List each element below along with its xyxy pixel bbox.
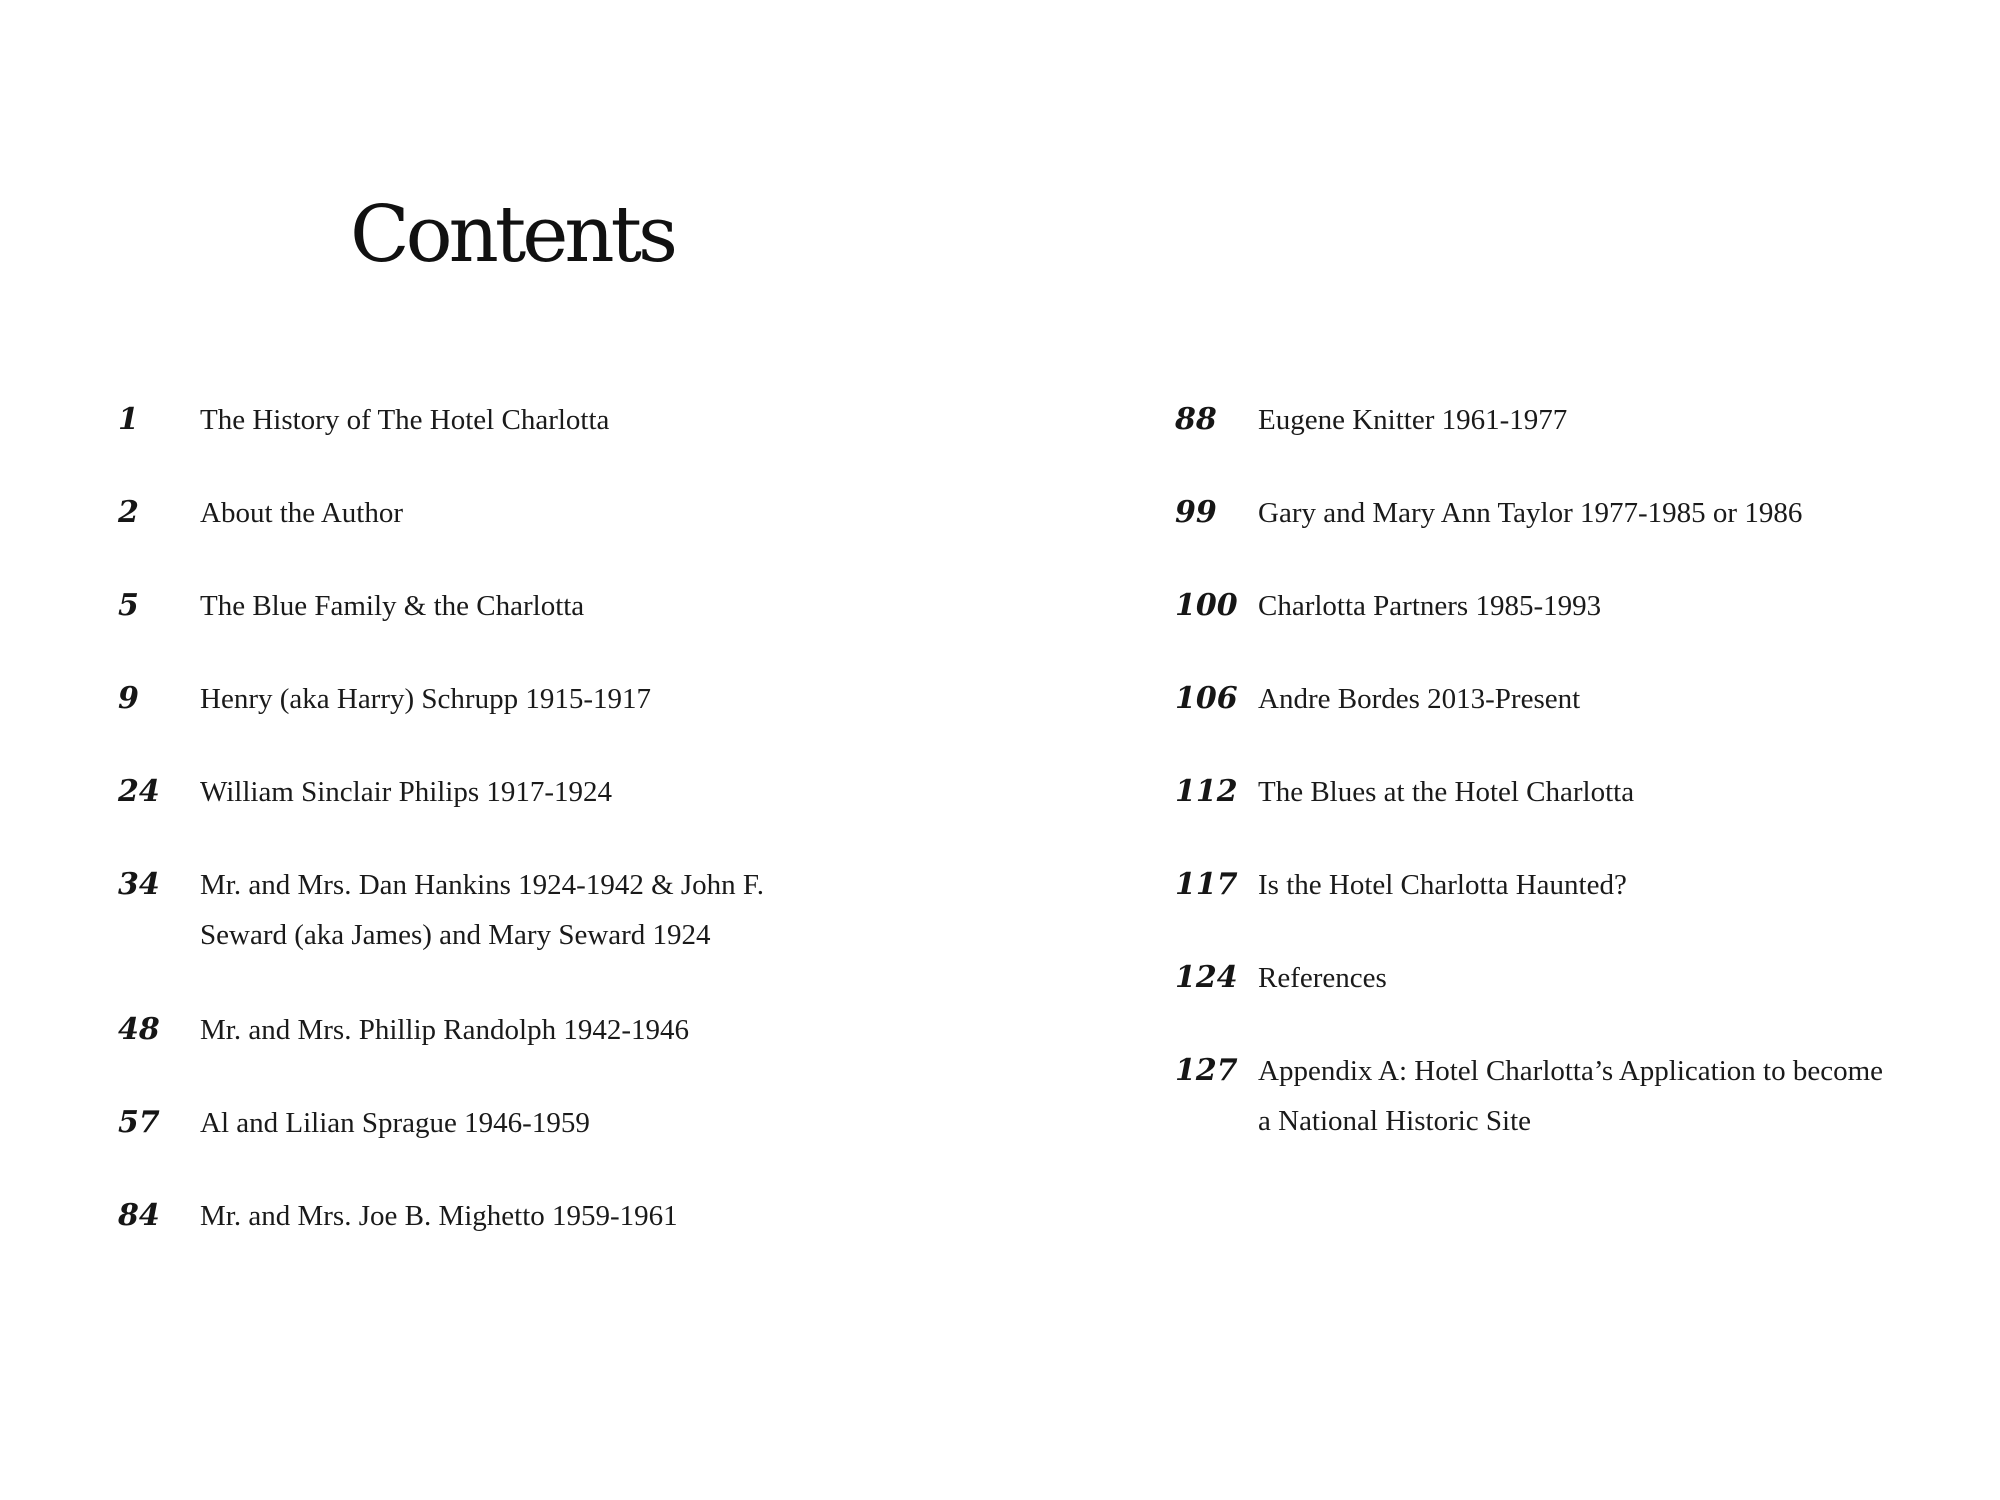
page-title: Contents: [350, 190, 674, 280]
toc-entry: [118, 402, 818, 495]
toc-entry-line: Gary and Mary Ann Taylor 1977-1985 or 1986: [1258, 497, 1803, 529]
toc-entry-title: [200, 395, 609, 445]
toc-entry-line: Andre Bordes 2013-Present: [1258, 683, 1581, 715]
toc-entry-title: [200, 581, 584, 631]
toc-page-number: 124: [1175, 960, 1238, 995]
toc-entry-line: Eugene Knitter 1961-1977: [1258, 404, 1568, 436]
toc-entry-line: Henry (aka Harry) Schrupp 1915-1917: [200, 683, 651, 715]
toc-entry: [118, 1105, 818, 1198]
toc-entry-line: Is the Hotel Charlotta Haunted?: [1258, 869, 1627, 901]
toc-page-number: 100: [1175, 588, 1238, 623]
toc-entry: [1175, 495, 1955, 588]
toc-entry: [118, 774, 818, 867]
toc-page-number: 34: [118, 867, 160, 902]
toc-page-number: 57: [118, 1105, 160, 1140]
toc-entry: [118, 588, 818, 681]
toc-entry-title: [1258, 395, 1567, 445]
toc-page-number: 9: [118, 681, 139, 716]
toc-entry-line: About the Author: [200, 497, 403, 529]
toc-entry-title: [200, 488, 403, 538]
toc-page-number: 1: [118, 402, 139, 437]
toc-page-number: 84: [118, 1198, 160, 1233]
toc-page-number: 48: [118, 1012, 160, 1047]
toc-page-number: 88: [1175, 402, 1217, 437]
toc-entry-line: Charlotta Partners 1985-1993: [1258, 590, 1602, 622]
toc-entry-line: References: [1258, 962, 1387, 994]
toc-entry-title: [1258, 1046, 1883, 1146]
toc-entry-line: Mr. and Mrs. Joe B. Mighetto 1959-1961: [200, 1200, 678, 1232]
toc-entry-line: The Blue Family & the Charlotta: [200, 590, 585, 622]
toc-entry-title: [1258, 953, 1387, 1003]
toc-entry: [1175, 867, 1955, 960]
toc-entry-line: The History of The Hotel Charlotta: [200, 404, 610, 436]
toc-entry-line: Al and Lilian Sprague 1946-1959: [200, 1107, 590, 1139]
toc-entry: [118, 681, 818, 774]
toc-entry: [1175, 774, 1955, 867]
toc-entry: [1175, 402, 1955, 495]
toc-page-number: 106: [1175, 681, 1238, 716]
toc-entry-title: [200, 674, 651, 724]
toc-entry: [118, 1198, 818, 1291]
toc-entry-line: Appendix A: Hotel Charlotta’s Application to become: [1258, 1055, 1884, 1087]
toc-page-number: 2: [118, 495, 139, 530]
toc-entry: [1175, 960, 1955, 1053]
toc-page-number: 112: [1175, 774, 1238, 809]
toc-entry-title: [1258, 488, 1802, 538]
toc-entry-line: a National Historic Site: [1258, 1105, 1532, 1137]
toc-entry-line: The Blues at the Hotel Charlotta: [1258, 776, 1635, 808]
toc-entry-title: [200, 860, 764, 960]
toc-entry-title: [1258, 674, 1580, 724]
toc-page-number: 117: [1175, 867, 1238, 902]
toc-entry-title: [1258, 581, 1601, 631]
toc-entry-title: [200, 1005, 689, 1055]
toc-entry-line: Mr. and Mrs. Dan Hankins 1924-1942 & John F.: [200, 869, 764, 901]
toc-entry: [1175, 588, 1955, 681]
toc-left-column: [118, 402, 818, 1291]
toc-entry-title: [1258, 860, 1627, 910]
toc-entry-title: [1258, 767, 1634, 817]
toc-page-number: 24: [118, 774, 160, 809]
toc-entry: [118, 495, 818, 588]
toc-entry: [118, 1012, 818, 1105]
toc-entry: [1175, 681, 1955, 774]
toc-entry-title: [200, 767, 612, 817]
toc-page-number: 5: [118, 588, 139, 623]
toc-entry-line: William Sinclair Philips 1917-1924: [200, 776, 613, 808]
toc-entry: [1175, 1053, 1955, 1198]
toc-right-column: [1175, 402, 1955, 1198]
toc-entry-line: Mr. and Mrs. Phillip Randolph 1942-1946: [200, 1014, 689, 1046]
toc-page-number: 99: [1175, 495, 1217, 530]
toc-entry-title: [200, 1098, 590, 1148]
toc-entry-title: [200, 1191, 678, 1241]
toc-entry: [118, 867, 818, 1012]
toc-page-number: 127: [1175, 1053, 1238, 1088]
toc-entry-line: Seward (aka James) and Mary Seward 1924: [200, 919, 711, 951]
